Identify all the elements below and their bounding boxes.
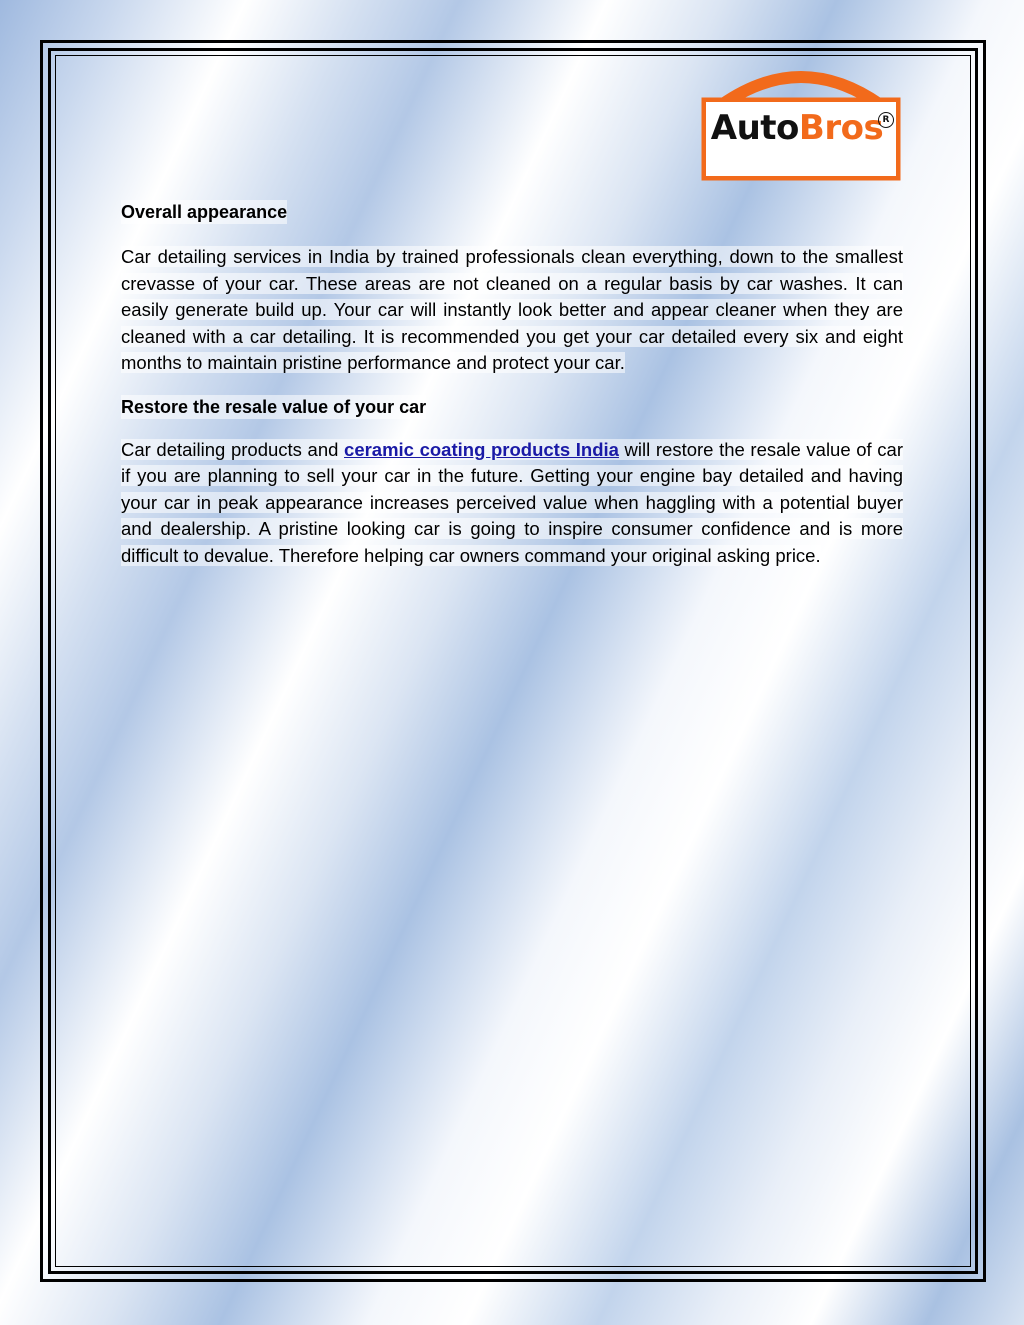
registered-mark: R (878, 112, 894, 128)
paragraph-text-after: will restore the resale value of car if you are planning to sell your car in the future. Getting your engine bay detailed and having your car in peak appearance increases perceived value when haggling with a potential buyer and dealership. A pristine looking car is going to inspire consumer confidence and is more difficult to devalue. Therefore helping car owners command your original asking price. (121, 438, 904, 566)
paragraph (121, 437, 903, 570)
logo-wordmark (702, 108, 892, 148)
section-heading: Restore the resale value of your car (121, 396, 427, 417)
paragraph-text: Car detailing services in India by trained professionals clean everything, down to the smallest crevasse of your car. These areas are not cleaned on a regular basis by car washes. It can easily generate build up. Your car will instantly look better and appear cleaner when they are cleaned with a car detailing. It is recommended you get your car detailed every six and eight months to maintain pristine performance and protect your car. (121, 246, 903, 373)
section-overall-appearance (121, 200, 903, 224)
logo-bros: Bros (798, 108, 884, 148)
document-body (121, 200, 903, 569)
section-resale-value (121, 395, 903, 419)
paragraph-text-before: Car detailing products and (121, 438, 345, 460)
section-heading: Overall appearance (121, 202, 288, 222)
autobros-logo (696, 60, 906, 182)
ceramic-coating-link[interactable]: ceramic coating products India (344, 438, 619, 460)
logo-auto: Auto (710, 108, 799, 148)
paragraph (121, 244, 903, 377)
